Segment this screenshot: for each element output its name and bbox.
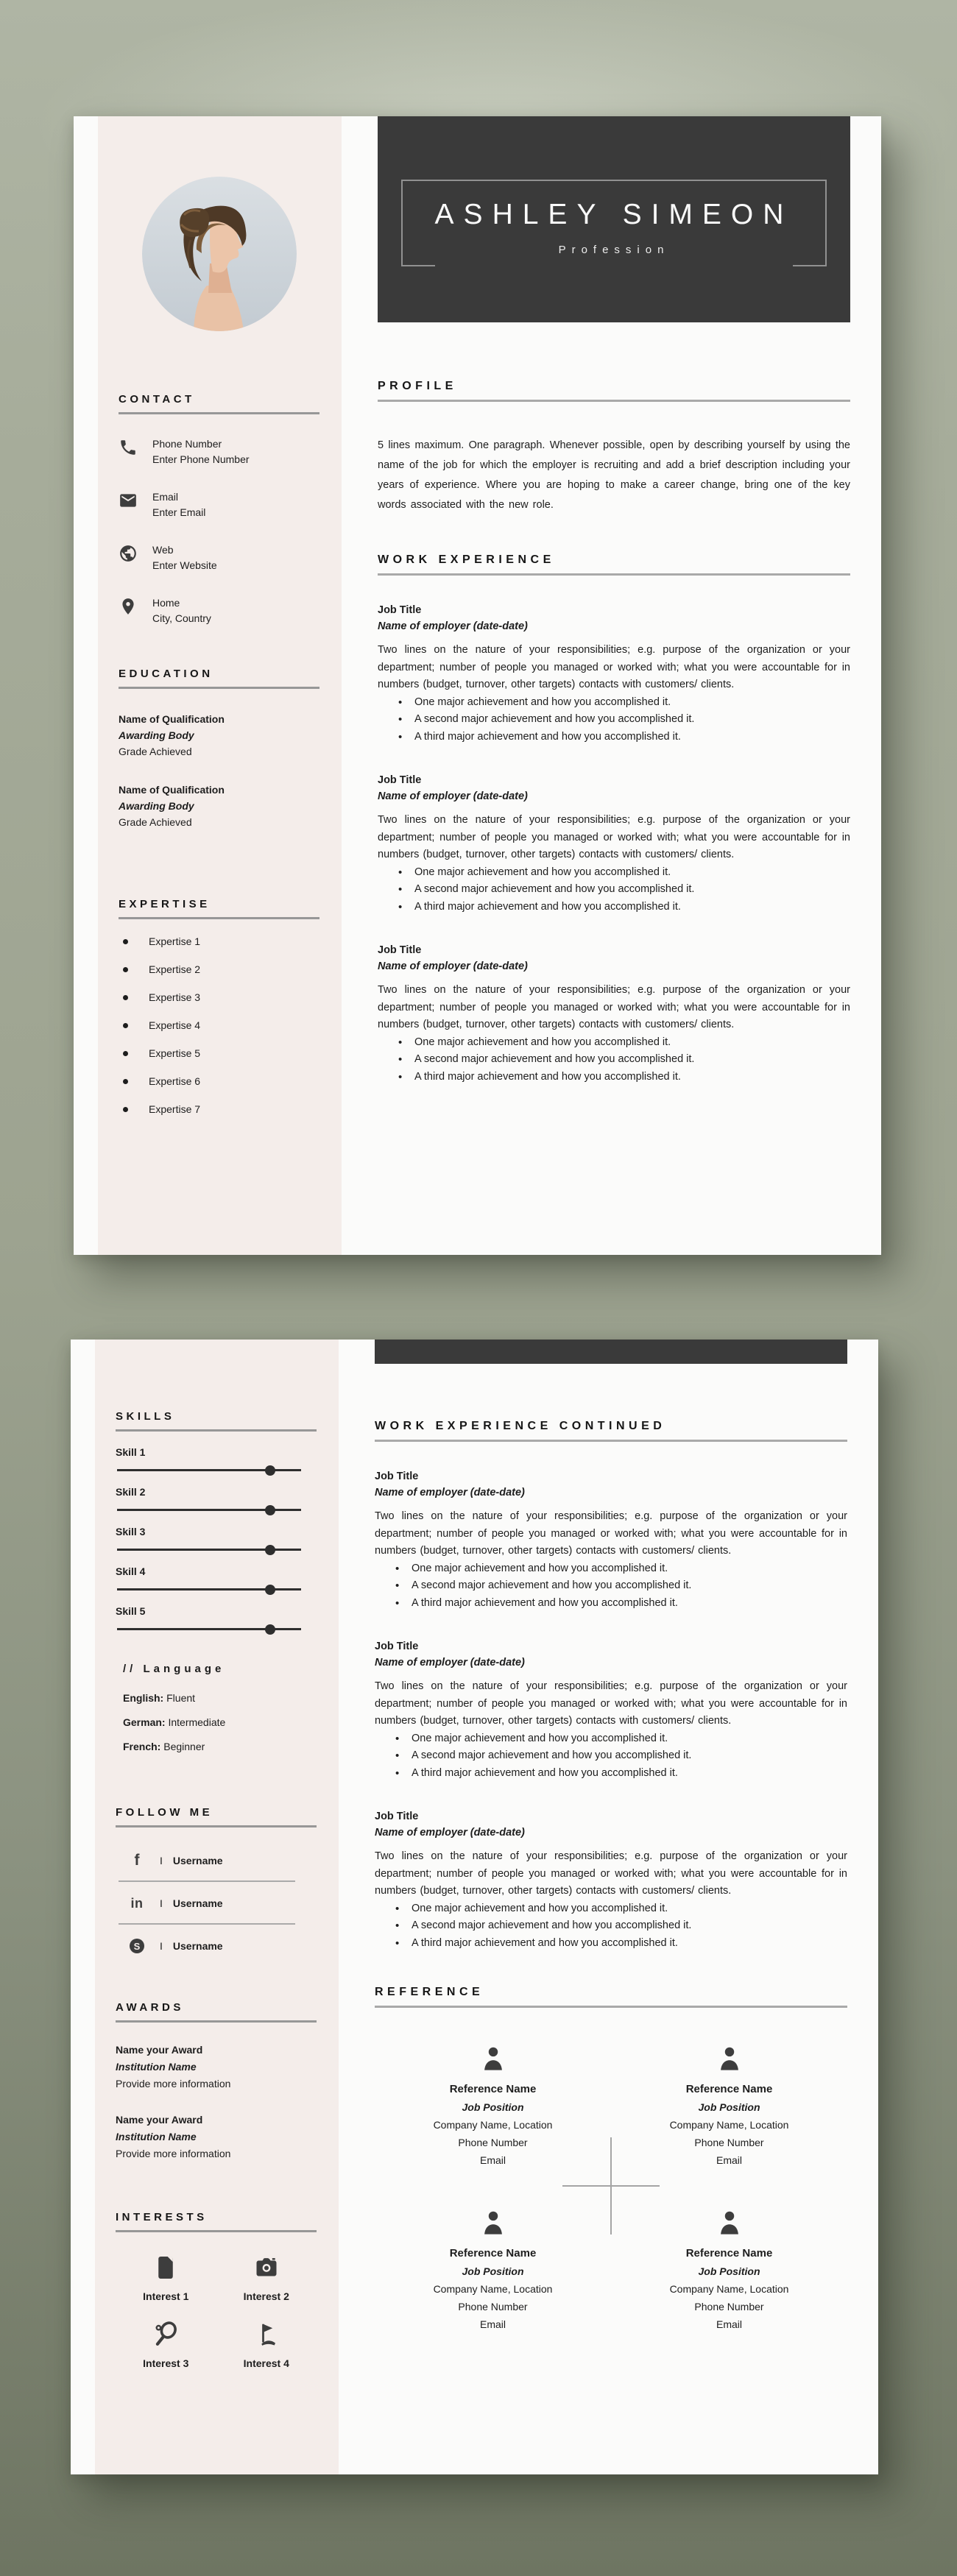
skype-icon: S	[126, 1939, 148, 1953]
awarding-body: Awarding Body	[119, 800, 194, 812]
bullet-dot	[123, 1023, 128, 1028]
awarding-body: Awarding Body	[119, 729, 194, 741]
language-level: Intermediate	[168, 1716, 226, 1728]
bullet-dot	[123, 1107, 128, 1112]
reference-email: Email	[479, 2318, 506, 2330]
contact-section	[119, 393, 319, 626]
job-description: Two lines on the nature of your responsibilities; e.g. purpose of the organization or your department; number of people you managed or worked with; what you were accountable for in numbers (budget, turnover, other targets) contacts with customers/ clients.	[378, 644, 850, 690]
language-list	[123, 1690, 317, 1755]
skill-row	[116, 1446, 317, 1471]
profile-rule	[378, 400, 850, 402]
follow-me-section	[116, 1806, 317, 1956]
skill-row	[116, 1605, 317, 1630]
skills-section	[116, 1410, 317, 1630]
reference-company: Company Name, Location	[669, 2119, 789, 2131]
job-achievement: • A third major achievement and how you accomplished it.	[378, 729, 850, 746]
resume-page-2	[71, 1340, 878, 2474]
expertise-label: Expertise 1	[149, 935, 201, 947]
job-achievement: • A third major achievement and how you accomplished it.	[375, 1595, 847, 1613]
job-achievements	[378, 694, 850, 746]
profile-photo	[142, 177, 297, 331]
interest-label: Interest 1	[143, 2290, 189, 2302]
resume-page-1	[74, 116, 881, 1255]
interest-label: Interest 4	[243, 2357, 289, 2369]
work-experience-title: WORK EXPERIENCE	[378, 553, 555, 566]
reference-email: Email	[716, 2318, 742, 2330]
reference-position: Job Position	[462, 2265, 524, 2277]
skill-slider	[117, 1509, 301, 1511]
interest-item	[116, 2321, 216, 2369]
job-entry	[375, 1808, 847, 1952]
contact-phone-value: Enter Phone Number	[152, 453, 250, 465]
job-achievement: • A second major achievement and how you accomplished it.	[375, 1577, 847, 1595]
job-entry	[378, 942, 850, 1086]
skills-rule	[116, 1429, 317, 1432]
main-column-page-1	[378, 116, 850, 1255]
job-description: Two lines on the nature of your responsibilities; e.g. purpose of the organization or your department; number of people you managed or worked with; what you were accountable for in numbers (budget, turnover, other targets) contacts with customers/ clients.	[375, 1850, 847, 1897]
expertise-item	[119, 963, 319, 975]
social-separator: I	[160, 1855, 163, 1866]
person-icon	[481, 2063, 506, 2075]
job-description: Two lines on the nature of your responsibilities; e.g. purpose of the organization or your department; number of people you managed or worked with; what you were accountable for in numbers (budget, turnover, other targets) contacts with customers/ clients.	[375, 1680, 847, 1727]
reference-position: Job Position	[698, 2265, 760, 2277]
slider-handle	[265, 1505, 275, 1515]
email-icon	[119, 491, 138, 510]
job-description: Two lines on the nature of your responsibilities; e.g. purpose of the organization or your department; number of people you managed or worked with; what you were accountable for in numbers (budget, turnover, other targets) contacts with customers/ clients.	[375, 1510, 847, 1557]
job-achievements	[378, 1034, 850, 1086]
skill-slider	[117, 1628, 301, 1630]
expertise-label: Expertise 3	[149, 991, 201, 1003]
bullet-dot	[123, 1051, 128, 1056]
job-employer: Name of employer (date-date)	[378, 620, 528, 632]
person-icon	[717, 2063, 742, 2075]
reference-name: Reference Name	[449, 2083, 537, 2095]
reference-card	[611, 2209, 847, 2333]
reference-card	[611, 2045, 847, 2169]
skill-row	[116, 1526, 317, 1551]
job-achievements	[375, 1900, 847, 1953]
job-entry	[378, 602, 850, 746]
language-item	[123, 1690, 317, 1706]
woman-portrait-illustration	[142, 177, 297, 331]
skill-slider	[117, 1549, 301, 1551]
expertise-item	[119, 1047, 319, 1059]
contact-rule	[119, 412, 319, 414]
social-row-facebook	[116, 1839, 317, 1870]
job-achievement: • One major achievement and how you accomplished it.	[378, 864, 850, 882]
job-achievement: • One major achievement and how you accomplished it.	[375, 1730, 847, 1748]
award-name: Name your Award	[116, 2044, 203, 2056]
expertise-list	[119, 935, 319, 1115]
reference-phone: Phone Number	[694, 2301, 764, 2313]
reference-rule	[375, 2006, 847, 2008]
job-employer: Name of employer (date-date)	[378, 960, 528, 972]
job-achievements	[378, 864, 850, 916]
language-item	[123, 1738, 317, 1755]
book-icon	[152, 2271, 179, 2284]
job-achievements	[375, 1730, 847, 1783]
social-separator: I	[160, 1940, 163, 1952]
awards-title: AWARDS	[116, 2001, 184, 2014]
slider-handle	[265, 1585, 275, 1595]
bullet-dot	[123, 1079, 128, 1084]
skill-label: Skill 5	[116, 1605, 146, 1617]
job-achievement: • A third major achievement and how you accomplished it.	[378, 899, 850, 916]
interests-grid	[116, 2254, 317, 2369]
expertise-item	[119, 1019, 319, 1031]
slider-handle	[265, 1465, 275, 1476]
job-achievement: • A second major achievement and how you accomplished it.	[378, 711, 850, 729]
contact-web-label: Web	[152, 544, 174, 556]
reference-position: Job Position	[698, 2101, 760, 2113]
job-list	[378, 602, 850, 1086]
main-column-page-2	[375, 1340, 847, 2474]
profile-text: 5 lines maximum. One paragraph. Whenever possible, open by describing yourself by using the name of the job for which the employer is recruiting and add a brief description including your years of experience. Where you are hoping to make a career change, bring one of the key words associated with the new role.	[378, 439, 850, 511]
profile-section	[378, 380, 850, 515]
job-description: Two lines on the nature of your responsibilities; e.g. purpose of the organization or your department; number of people you managed or worked with; what you were accountable for in numbers (budget, turnover, other targets) contacts with customers/ clients.	[378, 984, 850, 1030]
job-achievement: • A second major achievement and how you accomplished it.	[378, 881, 850, 899]
sidebar-page-1	[98, 116, 342, 1255]
contact-item-phone	[119, 436, 319, 467]
job-achievement: • A third major achievement and how you accomplished it.	[378, 1069, 850, 1086]
education-section	[119, 668, 319, 830]
candidate-profession: Profession	[558, 244, 670, 256]
reference-email: Email	[479, 2154, 506, 2166]
job-entry	[378, 772, 850, 916]
social-row-skype	[116, 1925, 317, 1956]
job-title: Job Title	[375, 1471, 419, 1482]
award-info: Provide more information	[116, 2078, 231, 2090]
education-entry	[119, 711, 319, 760]
job-title: Job Title	[375, 1641, 419, 1652]
golf-flag-icon	[253, 2338, 280, 2351]
job-title: Job Title	[378, 944, 422, 956]
contact-item-email	[119, 489, 319, 520]
expertise-item	[119, 935, 319, 947]
award-info: Provide more information	[116, 2148, 231, 2159]
expertise-section	[119, 898, 319, 1115]
job-title: Job Title	[378, 774, 422, 786]
contact-home-value: City, Country	[152, 612, 211, 624]
job-achievement: • A second major achievement and how you accomplished it.	[375, 1747, 847, 1765]
interest-item	[216, 2321, 317, 2369]
expertise-label: Expertise 7	[149, 1103, 201, 1115]
contact-item-web	[119, 542, 319, 573]
work-experience-section	[378, 553, 850, 1086]
social-separator: I	[160, 1897, 163, 1909]
grade-achieved: Grade Achieved	[119, 816, 192, 828]
language-section	[116, 1663, 317, 1755]
social-username: Username	[172, 1855, 223, 1866]
follow-me-title: FOLLOW ME	[116, 1806, 213, 1819]
expertise-item	[119, 991, 319, 1003]
social-username: Username	[172, 1897, 223, 1909]
contact-home-label: Home	[152, 597, 180, 609]
education-entry	[119, 782, 319, 830]
header-accent-bar	[375, 1340, 847, 1364]
expertise-item	[119, 1075, 319, 1087]
skill-slider	[117, 1588, 301, 1590]
job-achievements	[375, 1560, 847, 1613]
grade-achieved: Grade Achieved	[119, 746, 192, 757]
job-list	[375, 1468, 847, 1952]
job-achievement: • One major achievement and how you accomplished it.	[375, 1900, 847, 1918]
contact-email-label: Email	[152, 491, 179, 503]
reference-section	[375, 1986, 847, 2333]
reference-name: Reference Name	[685, 2083, 773, 2095]
bullet-dot	[123, 967, 128, 972]
reference-phone: Phone Number	[694, 2137, 764, 2148]
phone-icon	[119, 438, 138, 457]
tennis-racket-icon	[152, 2338, 179, 2351]
reference-company: Company Name, Location	[433, 2283, 553, 2295]
awards-section	[116, 2001, 317, 2162]
slider-handle	[265, 1545, 275, 1555]
cross-divider-horizontal	[562, 2185, 660, 2187]
reference-company: Company Name, Location	[433, 2119, 553, 2131]
follow-me-rule	[116, 1825, 317, 1827]
person-icon	[717, 2227, 742, 2239]
contact-phone-label: Phone Number	[152, 438, 222, 450]
language-title: // Language	[123, 1663, 225, 1675]
interest-item	[216, 2254, 317, 2302]
reference-grid	[375, 2045, 847, 2333]
job-employer: Name of employer (date-date)	[375, 1827, 525, 1839]
job-description: Two lines on the nature of your responsibilities; e.g. purpose of the organization or your department; number of people you managed or worked with; what you were accountable for in numbers (budget, turnover, other targets) contacts with customers/ clients.	[378, 814, 850, 860]
skill-label: Skill 3	[116, 1526, 146, 1538]
award-entry	[116, 2042, 317, 2092]
reference-phone: Phone Number	[458, 2137, 528, 2148]
job-achievement: • A third major achievement and how you accomplished it.	[375, 1765, 847, 1783]
expertise-title: EXPERTISE	[119, 898, 211, 910]
linkedin-icon: in	[130, 1895, 144, 1911]
interest-label: Interest 3	[143, 2357, 189, 2369]
skill-label: Skill 2	[116, 1486, 146, 1498]
awards-rule	[116, 2020, 317, 2023]
job-achievement: • A third major achievement and how you accomplished it.	[375, 1935, 847, 1953]
language-name: German:	[123, 1716, 166, 1728]
expertise-item	[119, 1103, 319, 1115]
language-item	[123, 1714, 317, 1730]
profile-title: PROFILE	[378, 380, 457, 392]
job-entry	[375, 1468, 847, 1612]
skills-title: SKILLS	[116, 1410, 175, 1423]
job-achievement: • One major achievement and how you accomplished it.	[375, 1560, 847, 1578]
work-experience-continued-rule	[375, 1440, 847, 1442]
job-achievement: • One major achievement and how you accomplished it.	[378, 1034, 850, 1052]
interests-section	[116, 2211, 317, 2369]
social-list	[116, 1839, 317, 1956]
reference-phone: Phone Number	[458, 2301, 528, 2313]
contact-web-value: Enter Website	[152, 559, 217, 571]
contact-email-value: Enter Email	[152, 506, 206, 518]
language-level: Fluent	[166, 1692, 196, 1704]
skill-row	[116, 1486, 317, 1511]
award-name: Name your Award	[116, 2114, 203, 2126]
award-institution: Institution Name	[116, 2131, 197, 2142]
contact-item-home	[119, 595, 319, 626]
camera-icon	[253, 2271, 280, 2284]
skill-label: Skill 4	[116, 1565, 146, 1577]
reference-company: Company Name, Location	[669, 2283, 789, 2295]
qualification-name: Name of Qualification	[119, 784, 225, 796]
work-experience-rule	[378, 573, 850, 576]
award-entry	[116, 2112, 317, 2162]
reference-title: REFERENCE	[375, 1986, 484, 1998]
qualification-name: Name of Qualification	[119, 713, 225, 725]
expertise-label: Expertise 2	[149, 963, 201, 975]
education-title: EDUCATION	[119, 668, 213, 680]
social-username: Username	[172, 1940, 223, 1952]
expertise-label: Expertise 6	[149, 1075, 201, 1087]
job-entry	[375, 1638, 847, 1782]
interest-label: Interest 2	[243, 2290, 289, 2302]
skill-row	[116, 1565, 317, 1590]
reference-name: Reference Name	[449, 2247, 537, 2260]
job-employer: Name of employer (date-date)	[378, 790, 528, 802]
facebook-icon: f	[134, 1852, 140, 1869]
interest-item	[116, 2254, 216, 2302]
expertise-label: Expertise 4	[149, 1019, 201, 1031]
language-name: English:	[123, 1692, 164, 1704]
interests-title: INTERESTS	[116, 2211, 208, 2223]
name-banner	[378, 116, 850, 322]
skill-label: Skill 1	[116, 1446, 146, 1458]
work-experience-continued-title: WORK EXPERIENCE CONTINUED	[375, 1420, 666, 1432]
job-achievement: • A second major achievement and how you accomplished it.	[375, 1917, 847, 1935]
job-title: Job Title	[378, 604, 422, 616]
expertise-label: Expertise 5	[149, 1047, 201, 1059]
reference-email: Email	[716, 2154, 742, 2166]
bullet-dot	[123, 995, 128, 1000]
job-achievement: • A second major achievement and how you accomplished it.	[378, 1051, 850, 1069]
reference-name: Reference Name	[685, 2247, 773, 2260]
candidate-name: ASHLEY SIMEON	[434, 199, 794, 230]
sidebar-page-2	[95, 1340, 339, 2474]
job-achievement: • One major achievement and how you accomplished it.	[378, 694, 850, 712]
interests-rule	[116, 2230, 317, 2232]
location-pin-icon	[119, 597, 138, 616]
expertise-rule	[119, 917, 319, 919]
work-experience-continued-section	[375, 1420, 847, 1952]
language-name: French:	[123, 1741, 161, 1752]
contact-title: CONTACT	[119, 393, 195, 406]
skill-slider	[117, 1469, 301, 1471]
person-icon	[481, 2227, 506, 2239]
award-institution: Institution Name	[116, 2061, 197, 2073]
slider-handle	[265, 1624, 275, 1635]
job-employer: Name of employer (date-date)	[375, 1487, 525, 1498]
education-rule	[119, 687, 319, 689]
name-frame	[401, 180, 827, 266]
job-title: Job Title	[375, 1811, 419, 1822]
reference-card	[375, 2209, 611, 2333]
reference-card	[375, 2045, 611, 2169]
globe-icon	[119, 544, 138, 563]
social-row-linkedin	[116, 1882, 317, 1913]
bullet-dot	[123, 939, 128, 944]
job-employer: Name of employer (date-date)	[375, 1657, 525, 1669]
language-level: Beginner	[163, 1741, 205, 1752]
reference-position: Job Position	[462, 2101, 524, 2113]
